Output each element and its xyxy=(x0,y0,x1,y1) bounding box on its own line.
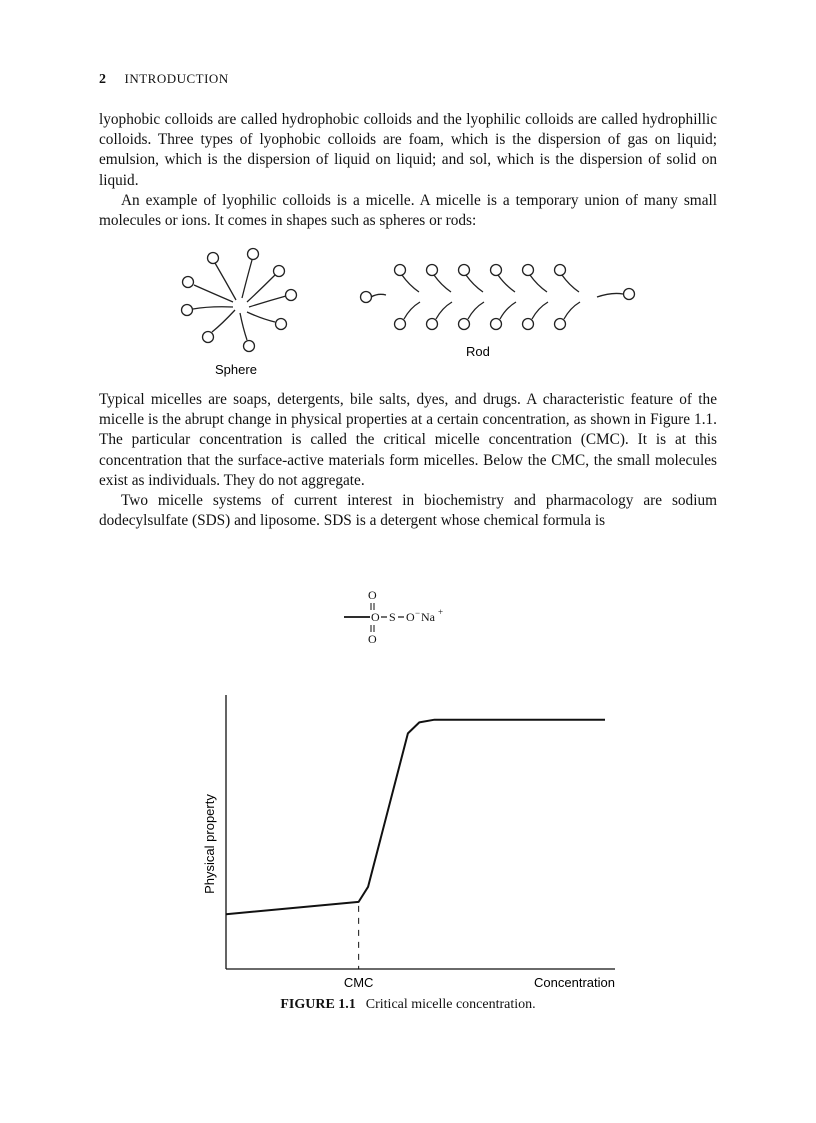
page-number: 2 xyxy=(99,72,107,87)
rod-top-tail xyxy=(562,275,579,292)
rod-bottom-tail xyxy=(532,302,548,319)
figure-caption xyxy=(0,997,816,1013)
rod-bottom-head xyxy=(491,319,502,330)
formula-minus-charge: − xyxy=(415,608,421,618)
rod-top-head xyxy=(459,265,470,276)
sphere-micelle xyxy=(182,249,297,352)
formula-sulfur: S xyxy=(389,610,396,624)
rod-end-head-right xyxy=(624,289,635,300)
sphere-head-5 xyxy=(276,319,287,330)
rod-micelle xyxy=(361,265,635,330)
rod-end-head-left xyxy=(361,292,372,303)
rod-top-head xyxy=(555,265,566,276)
cmc-chart xyxy=(0,685,816,995)
formula-bottom-oxygen: O xyxy=(368,632,377,646)
text-block-bottom xyxy=(99,390,717,531)
rod-bottom-head xyxy=(555,319,566,330)
sphere-head-6 xyxy=(244,341,255,352)
rod-bottom-head xyxy=(459,319,470,330)
rod-bottom-head xyxy=(523,319,534,330)
sphere-lipid-4 xyxy=(249,296,286,307)
figure-caption-text: Critical micelle concentration. xyxy=(365,997,536,1012)
rod-bottom-head xyxy=(427,319,438,330)
rod-top-tail xyxy=(466,275,483,292)
rod-top-head xyxy=(491,265,502,276)
figure-caption-label: FIGURE 1.1 xyxy=(280,997,356,1012)
rod-top-tail xyxy=(434,275,451,292)
rod-bottom-tail xyxy=(404,302,420,319)
formula-oxygen-1: O xyxy=(371,610,380,624)
rod-label: Rod xyxy=(466,344,490,359)
sphere-head-9 xyxy=(183,277,194,288)
sphere-lipid-6 xyxy=(240,313,247,340)
sphere-lipid-9 xyxy=(194,285,233,302)
rod-top-head xyxy=(523,265,534,276)
x-axis-label: Concentration xyxy=(534,975,615,990)
sphere-head-2 xyxy=(248,249,259,260)
rod-top-head xyxy=(395,265,406,276)
sphere-lipid-1 xyxy=(215,263,236,300)
paragraph-colloids: lyophobic colloids are called hydrophobic colloids and the lyophilic colloids are called hydrophillic colloids. Three types of lyophobic colloids are foam, which is the dispersion of gas on liquid; emulsion, which is the dispersion of liquid on liquid; and sol, which is the dispersion of solid on liquid. xyxy=(99,111,717,189)
rod-top-tail xyxy=(530,275,547,292)
paragraph-micelle-intro: An example of lyophilic colloids is a micelle. A micelle is a temporary union of many small molecules or ions. It comes in shapes such as spheres or rods: xyxy=(99,191,717,230)
paragraph-sds: Two micelle systems of current interest in biochemistry and pharmacology are sodium dodecylsulfate (SDS) and liposome. SDS is a detergent whose chemical formula is xyxy=(99,492,717,530)
sds-formula xyxy=(0,585,816,655)
sphere-lipid-8 xyxy=(193,307,233,309)
micelle-illustration xyxy=(0,240,816,380)
sphere-lipid-2 xyxy=(242,260,252,298)
sphere-lipid-5 xyxy=(247,312,275,322)
formula-sodium: Na xyxy=(421,610,435,624)
series-line xyxy=(226,720,605,915)
rod-top-tail xyxy=(402,275,419,292)
sphere-head-7 xyxy=(203,332,214,343)
rod-top-head xyxy=(427,265,438,276)
formula-plus-charge: + xyxy=(438,607,444,617)
running-head xyxy=(99,71,229,88)
rod-bottom-tail xyxy=(436,302,452,319)
y-axis-label: Physical property xyxy=(202,794,217,894)
formula-oxygen-2: O xyxy=(406,610,415,624)
text-block-top xyxy=(99,110,717,231)
sphere-head-1 xyxy=(208,253,219,264)
sphere-head-8 xyxy=(182,305,193,316)
rod-end-tail-right xyxy=(597,293,623,297)
sphere-head-3 xyxy=(274,266,285,277)
sphere-label: Sphere xyxy=(215,362,257,377)
sphere-head-4 xyxy=(286,290,297,301)
cmc-tick-label: CMC xyxy=(343,975,374,990)
formula-top-oxygen: O xyxy=(368,588,377,602)
running-title: INTRODUCTION xyxy=(124,71,229,86)
rod-bottom-head xyxy=(395,319,406,330)
paragraph-typical-micelles: Typical micelles are soaps, detergents, bile salts, dyes, and drugs. A characteristic feature of the micelle is the abrupt change in physical properties at a certain concentration, as shown in Figure 1.1. The particular concentration is called the critical micelle concentration (CMC). It is at this concentration that the surface-active materials form micelles. Below the CMC, the small molecules exist as individuals. They do not aggregate. xyxy=(99,391,717,489)
sphere-lipid-7 xyxy=(212,310,235,332)
rod-top-tail xyxy=(498,275,515,292)
rod-end-tail-left xyxy=(371,294,386,297)
rod-bottom-tail xyxy=(468,302,484,319)
sphere-lipid-3 xyxy=(247,275,275,302)
rod-bottom-tail xyxy=(500,302,516,319)
rod-bottom-tail xyxy=(564,302,580,319)
